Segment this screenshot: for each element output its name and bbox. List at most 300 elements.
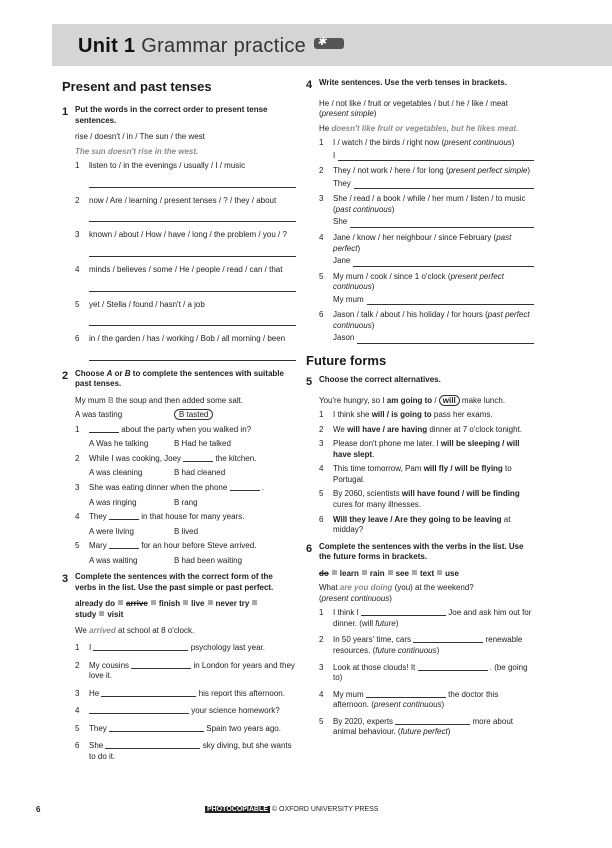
- exercise-number: 2: [62, 369, 69, 382]
- square-bullet-icon: [151, 600, 156, 605]
- item-number: 6: [319, 514, 324, 524]
- list-item: [319, 194, 534, 215]
- square-bullet-icon: [99, 611, 104, 616]
- answer-blank: [366, 697, 446, 698]
- answer-blank: [354, 179, 534, 190]
- text: I: [89, 643, 92, 653]
- tense-hint: past perfect continuous: [333, 310, 530, 330]
- option-b-label: B: [124, 368, 131, 378]
- text: She / read / a book / while / her mum / listen / to music: [333, 194, 526, 204]
- list-item: [319, 425, 534, 436]
- text: in that house for many years.: [141, 512, 245, 522]
- list-item: [75, 541, 296, 552]
- list-item: [319, 489, 534, 510]
- list-item: [75, 454, 296, 465]
- example: (you) at the weekend?: [392, 583, 474, 593]
- example: the soup and then added some salt.: [113, 395, 244, 405]
- item-number: 4: [75, 512, 80, 522]
- title-part: or: [112, 368, 125, 378]
- word: never try: [215, 599, 250, 609]
- text: My mum: [333, 689, 364, 699]
- list-item: [75, 512, 296, 523]
- answer-blank: [353, 256, 534, 267]
- tense-hint: future perfect: [400, 727, 448, 737]
- answer-blank: [89, 713, 189, 714]
- list-item: [75, 230, 296, 241]
- item-text: She / read / a book / while / her mum / listen / to music (past continuous): [333, 194, 526, 214]
- text: Spain two years ago.: [206, 723, 281, 733]
- exercise-title: Put the words in the correct order to present tense sentences.: [75, 105, 268, 125]
- text: She was eating dinner when the phone: [89, 483, 228, 492]
- sentence-start: Jane: [333, 256, 351, 266]
- text: more about animal behaviour. (: [333, 716, 513, 737]
- item-text: [89, 706, 296, 717]
- text: In 50 years' time, cars: [333, 635, 411, 645]
- word: already do: [75, 599, 116, 609]
- item-number: 3: [75, 230, 80, 240]
- answer-blank: [367, 295, 534, 306]
- answer-blank: [395, 724, 470, 725]
- example-option: am going to: [386, 395, 433, 405]
- list-item: [319, 166, 534, 177]
- example-option-circled: will: [439, 395, 460, 406]
- publisher: © OXFORD UNIVERSITY PRESS: [271, 806, 379, 813]
- example-answer: arrived: [89, 626, 116, 636]
- item-text: [333, 635, 534, 656]
- word: use: [445, 568, 459, 578]
- tense-hint: present continuous: [321, 593, 390, 603]
- answer-blank: [183, 461, 213, 462]
- list-item: [319, 410, 534, 421]
- separator: /: [432, 395, 439, 405]
- list-item: [75, 689, 296, 700]
- exercise-title: Complete the sentences with the verbs in the list. Use the future forms in brackets.: [319, 541, 524, 562]
- word: learn: [339, 568, 359, 578]
- list-item: [75, 483, 296, 494]
- item-text: My mum / cook / since 1 o'clock (present perfect continuous): [333, 271, 504, 292]
- list-item: [319, 635, 534, 656]
- item-text: They / not work / here / for long (present perfect simple): [333, 166, 530, 176]
- item-text: yet / Stella / found / hasn't / a job: [89, 299, 205, 309]
- item-number: 2: [319, 424, 324, 434]
- answer-blank: [361, 615, 446, 616]
- answer-blank: [105, 748, 200, 749]
- list-item: [75, 196, 296, 207]
- item-number: 4: [319, 464, 324, 474]
- header-band: [52, 24, 612, 66]
- list-item: [75, 300, 296, 311]
- text: Please don't phone me later. I: [333, 439, 441, 449]
- text: They / not work / here / for long: [333, 166, 444, 176]
- example: rise / doesn't / in / The sun / the west: [75, 132, 205, 142]
- item-number: 5: [319, 271, 324, 281]
- answer-blank: [109, 519, 139, 520]
- exercise-6: 6 Complete the sentences with the verbs in the list. Use the future forms in brackets. do learn rain see text use What are you doing (you) at the weekend? (present continuous) 1 I think I Joe and ask him out for dinner. (will future) 2 In 50 years' time, cars renewable resources. (future continuous) 3 Look at those clouds! It . (be going to) 4 My mum the doctor this afternoon. (present continuous) 5 By 2020, experts more about animal behaviour. (future perfect): [306, 542, 534, 738]
- item-text: [89, 425, 296, 436]
- list-item: [319, 717, 534, 738]
- tense-hint: present continuous: [373, 700, 442, 710]
- tense-hint: present continuous: [444, 138, 512, 148]
- tense-hint: past perfect: [333, 232, 512, 253]
- item-text: [333, 489, 534, 510]
- item-text: [333, 464, 534, 485]
- text: cures for many illnesses.: [333, 499, 422, 509]
- item-number: 6: [75, 741, 80, 751]
- text: ): [441, 700, 445, 710]
- option-b: B had been waiting: [174, 555, 243, 565]
- text: your science homework?: [191, 706, 280, 716]
- sentence-start: I: [333, 150, 336, 160]
- option-b: B lived: [174, 526, 199, 536]
- item-text: [89, 724, 296, 735]
- word: live: [191, 599, 205, 609]
- exercise-title: Write sentences. Use the verb tenses in brackets.: [319, 78, 507, 87]
- option-a: A Was he talking: [89, 439, 149, 449]
- list-item: [319, 272, 534, 293]
- answer-row: [319, 179, 534, 190]
- exercise-number: 3: [62, 573, 69, 586]
- list-item: [75, 706, 296, 717]
- answer-blank: [131, 668, 191, 669]
- item-text: known / about / How / have / long / the problem / you / ?: [89, 230, 287, 240]
- list-item: [319, 138, 534, 149]
- text: for an hour before Steve arrived.: [141, 541, 257, 551]
- title-part: Choose: [75, 368, 107, 378]
- exercise-4: 4 Write sentences. Use the verb tenses in brackets. He / not like / fruit or vegetables / but / he / like / meat (present simple) He doesn't like fruit or vegetables, but he likes meat. 1 I / watch / the birds / right now (present continuous) I 2 They / not work / here / for long (present perfect simple) They 3 She / read / a book / while / her mum / listen / to music (past continuous) She 4 Jane / know / her neighbour / since February (past perfect) Jane 5 My mum / cook / since 1 o'clock (present perfect continuous) My mum 6 Jason / talk / about / his holiday / for hours (past perfect continuous) Jason: [306, 78, 534, 344]
- tense-hint: past continuous: [335, 204, 392, 214]
- sentence-start: She: [333, 217, 348, 227]
- list-item: [319, 515, 534, 536]
- choice: will be sleeping / will have slept: [333, 439, 520, 459]
- answer-row: [319, 295, 534, 306]
- item-number: 3: [319, 439, 324, 449]
- text: the doctor this afternoon. (: [333, 689, 499, 710]
- item-text: [89, 512, 296, 523]
- section-heading: Future forms: [306, 352, 387, 368]
- square-bullet-icon: [388, 570, 393, 575]
- list-item: [75, 724, 296, 735]
- text: ): [395, 618, 399, 628]
- text: to Portugal.: [333, 464, 512, 484]
- text: Jane / know / her neighbour / since February: [333, 232, 492, 242]
- exercise-5: [306, 375, 534, 536]
- item-number: 5: [75, 541, 80, 551]
- text: They: [89, 723, 107, 733]
- text: By 2060, scientists: [333, 489, 402, 499]
- item-text: Jane / know / her neighbour / since February (past perfect): [333, 232, 512, 253]
- list-item: [319, 310, 534, 331]
- square-bullet-icon: [437, 570, 442, 575]
- options: [89, 556, 296, 567]
- choice: Will they leave / Are they going to be leaving: [333, 514, 502, 524]
- text: We: [333, 424, 348, 434]
- text: ): [436, 645, 440, 655]
- item-number: 2: [319, 635, 324, 645]
- list-item: [75, 643, 296, 654]
- item-text: listen to / in the evenings / usually / I / music: [89, 161, 246, 171]
- text: I think she: [333, 410, 372, 420]
- tense-hint: present simple: [321, 109, 374, 119]
- square-bullet-icon: [412, 570, 417, 575]
- text: dinner at 7 o'clock tonight.: [427, 424, 523, 434]
- item-number: 1: [75, 424, 80, 434]
- item-number: 2: [75, 453, 80, 463]
- item-number: 1: [75, 643, 80, 653]
- exercise-1: [62, 105, 296, 360]
- item-text: [333, 410, 534, 421]
- item-number: 4: [319, 689, 324, 699]
- item-number: 4: [75, 264, 80, 274]
- list-item: [319, 663, 534, 684]
- exercise-number: 4: [306, 79, 313, 91]
- answer-line: [89, 176, 296, 188]
- text: Mary: [89, 541, 107, 551]
- page-number: 6: [36, 805, 41, 814]
- text: .: [372, 449, 375, 459]
- word: study: [75, 609, 97, 619]
- example: He: [319, 123, 332, 133]
- section-heading: Present and past tenses: [62, 79, 212, 94]
- choice: will fly / will be flying: [423, 464, 503, 474]
- answer-blank: [109, 731, 204, 732]
- answer-line: [89, 245, 296, 257]
- item-text: [333, 663, 534, 684]
- exercise-title: Choose the correct alternatives.: [319, 375, 441, 385]
- text: about the party when you walked in?: [121, 424, 252, 434]
- item-text: [333, 515, 534, 536]
- text: his report this afternoon.: [198, 688, 285, 698]
- options: [89, 527, 296, 538]
- right-column: [306, 74, 534, 744]
- answer-blank: [413, 642, 483, 643]
- option-a: A was tasting: [75, 410, 123, 420]
- list-item: [75, 741, 296, 762]
- option-a: A was cleaning: [89, 468, 143, 478]
- list-item: [75, 334, 296, 345]
- text: the kitchen.: [215, 453, 257, 463]
- text: This time tomorrow, Pam: [333, 464, 424, 474]
- item-number: 3: [319, 194, 324, 204]
- title-part: to complete the sentences with suitable past tenses.: [75, 368, 284, 389]
- text: She: [89, 741, 104, 751]
- choice: will / is going to: [371, 410, 432, 420]
- unit-label: Unit 1: [78, 35, 136, 57]
- choice: will have found / will be finding: [401, 489, 520, 499]
- example: You're hungry, so I: [319, 395, 387, 405]
- option-a: A was ringing: [89, 497, 137, 507]
- item-text: [333, 425, 534, 436]
- options: [89, 468, 296, 479]
- text: I think I: [333, 608, 359, 618]
- item-text: [89, 643, 296, 654]
- item-text: [89, 741, 296, 762]
- text: While I was cooking, Joey: [89, 453, 182, 463]
- item-text: minds / believes / some / He / people / read / can / that: [89, 264, 283, 274]
- text: Joe and ask him out for dinner. (will: [333, 608, 532, 628]
- item-text: [89, 661, 296, 682]
- answer-line: [89, 210, 296, 222]
- answer-row: [319, 333, 534, 344]
- text: By 2020, experts: [333, 716, 394, 726]
- item-number: 2: [319, 166, 324, 176]
- item-text: Jason / talk / about / his holiday / for hours (past perfect continuous): [333, 310, 530, 330]
- text: . (be going to): [333, 662, 528, 683]
- answer-blank: [418, 670, 488, 671]
- item-text: I / watch / the birds / right now (present continuous): [333, 138, 515, 148]
- item-number: 3: [75, 688, 80, 698]
- word: arrive: [126, 599, 148, 609]
- tense-hint: future: [375, 618, 396, 628]
- star-icon: [314, 38, 344, 49]
- item-text: now / Are / learning / present tenses / ? / they / about: [89, 195, 277, 205]
- item-number: 5: [319, 489, 324, 499]
- option-a: A were living: [89, 526, 134, 536]
- option-b: B Had he talked: [174, 439, 231, 449]
- list-item: [319, 233, 534, 254]
- item-number: 1: [75, 161, 80, 171]
- item-text: [333, 608, 534, 629]
- choice: will have / are having: [347, 424, 428, 434]
- square-bullet-icon: [118, 600, 123, 605]
- exercise-2: [62, 369, 296, 567]
- item-text: [333, 690, 534, 711]
- text: They: [89, 512, 107, 522]
- word: finish: [158, 599, 181, 609]
- list-item: [319, 464, 534, 485]
- word: text: [419, 568, 435, 578]
- item-number: 5: [75, 723, 80, 733]
- option-b: B rang: [174, 497, 198, 507]
- exercise-3: [62, 572, 296, 762]
- answer-blank: [109, 548, 139, 549]
- list-item: [319, 690, 534, 711]
- text: My cousins: [89, 660, 130, 670]
- answer-blank: [350, 217, 534, 228]
- answer-row: [319, 217, 534, 228]
- answer-blank: [357, 333, 534, 344]
- square-bullet-icon: [183, 600, 188, 605]
- item-number: 4: [319, 232, 324, 242]
- example-answer: doesn't like fruit or vegetables, but he likes meat.: [331, 123, 519, 133]
- word-list: [75, 599, 296, 620]
- text: at midday?: [333, 514, 511, 535]
- answer-line: [89, 280, 296, 292]
- list-item: [319, 608, 534, 629]
- example: My mum: [75, 395, 108, 405]
- word: visit: [107, 609, 124, 619]
- answer-line: [89, 349, 296, 361]
- text: sky diving, but she wants to do it.: [89, 741, 292, 761]
- text: My mum / cook / since 1 o'clock: [333, 271, 446, 281]
- item-text: [89, 541, 296, 552]
- item-text: [89, 454, 296, 465]
- text: He: [89, 688, 100, 698]
- item-number: 1: [319, 608, 324, 618]
- answer-blank: [101, 696, 196, 697]
- text: .: [261, 483, 265, 492]
- example: make lunch.: [459, 395, 506, 405]
- sentence-start: Jason: [333, 333, 355, 343]
- item-text: [89, 483, 296, 494]
- text: psychology last year.: [190, 643, 265, 653]
- exercise-title: Complete the sentences with the correct form of the verbs in the list. Use the past simple or past perfect.: [75, 572, 274, 592]
- word-list: [319, 569, 534, 580]
- text: I / watch / the birds / right now: [333, 138, 440, 148]
- item-text: [333, 439, 534, 460]
- sentence-start: They: [333, 178, 351, 188]
- option-b-circled: B tasted: [174, 409, 213, 420]
- item-number: 5: [75, 299, 80, 309]
- item-number: 3: [319, 662, 324, 672]
- sentence-start: My mum: [333, 294, 364, 304]
- text: ): [447, 727, 451, 737]
- square-bullet-icon: [252, 600, 257, 605]
- item-number: 3: [75, 483, 80, 492]
- item-text: [89, 689, 296, 700]
- list-item: [75, 661, 296, 682]
- page-title: [78, 33, 344, 59]
- item-number: 4: [75, 706, 80, 716]
- example: We: [75, 626, 90, 636]
- example-answer: are you doing: [339, 583, 393, 593]
- exercise-number: 5: [306, 376, 313, 389]
- example: at school at 8 o'clock.: [115, 626, 195, 636]
- option-b: B had cleaned: [174, 468, 226, 478]
- item-number: 2: [75, 660, 80, 670]
- item-number: 1: [319, 410, 324, 420]
- answer-blank: [230, 490, 260, 491]
- exercise-number: 6: [306, 542, 313, 555]
- title-label: Grammar practice: [141, 35, 307, 57]
- item-number: 5: [319, 716, 324, 726]
- item-number: 6: [75, 334, 80, 344]
- word: rain: [369, 568, 385, 578]
- item-text: in / the garden / has / working / Bob / all morning / been: [89, 334, 286, 344]
- list-item: [319, 439, 534, 460]
- square-bullet-icon: [362, 570, 367, 575]
- options: [89, 498, 296, 509]
- list-item: [75, 161, 296, 172]
- item-number: 2: [75, 195, 80, 205]
- option-a: A was waiting: [89, 555, 138, 565]
- square-bullet-icon: [208, 600, 213, 605]
- square-bullet-icon: [332, 570, 337, 575]
- option-a-label: A: [106, 368, 113, 378]
- options: [89, 439, 296, 450]
- example-answer: The sun doesn't rise in the west.: [75, 146, 199, 156]
- photocopiable-label: PHOTOCOPIABLE: [207, 806, 268, 813]
- text: renewable resources. (: [333, 635, 523, 655]
- item-number: 6: [319, 310, 324, 320]
- tense-hint: present perfect continuous: [333, 271, 504, 292]
- list-item: [75, 265, 296, 276]
- answer-row: [319, 256, 534, 267]
- list-item: [75, 425, 296, 436]
- example-answer: B: [107, 395, 114, 405]
- answer-blank: [93, 650, 188, 651]
- answer-row: [319, 151, 534, 162]
- item-number: 1: [319, 138, 324, 148]
- word: do: [319, 568, 329, 578]
- text: Look at those clouds! It: [333, 662, 416, 672]
- item-text: [333, 717, 534, 738]
- left-column: [62, 74, 296, 769]
- answer-blank: [89, 432, 119, 433]
- text: Jason / talk / about / his holiday / for hours: [333, 310, 483, 320]
- answer-line: [89, 314, 296, 326]
- example: He / not like / fruit or vegetables / but / he / like / meat: [319, 98, 508, 108]
- tense-hint: future continuous: [375, 645, 437, 655]
